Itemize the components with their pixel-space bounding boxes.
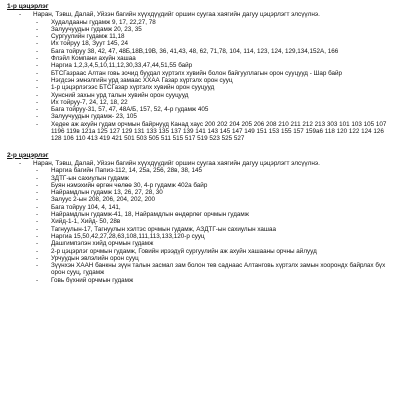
section-2-lead: - Наран, Тэвш, Далай, Уйзэн багийн хүүхдүүдийг оршин суугаа хаягийн дагуу цэцэрлэгт элсүүлнэ. — [19, 159, 320, 167]
section-1-lead: - Наран, Тэвш, Далай, Уйзэн багийн хүүхдүүдийг оршин суугаа хаягийн дагуу цэцэрлэгт элсүүлнэ. — [19, 11, 320, 18]
list-item: - Хунсний захын урд талын хувийн орон сууцууд — [7, 92, 395, 99]
list-item: - Найрамдлын гудамж 13, 26, 27, 28, 30 — [7, 189, 395, 196]
list-item: - Сургуулийн гудамж 11,18 — [7, 33, 395, 40]
list-item: - 2-р цэцэрлэг орчмын гудамж, Говийн ирээдүй сургуулийн аж ахуйн хашааны орчны айлууд — [7, 248, 395, 255]
list-item: - Дашгимпэлэн хийд орчмын гудамж — [7, 240, 395, 247]
list-item: - Их тойруу 18, Зуут 145, 24 — [7, 40, 395, 47]
list-item: - Нэгдсэн эмнэлгийн урд замаас ХХАА Газар хүртэлх орон сууц — [7, 77, 395, 84]
list-item: - Хийд-1-1, Хийд- 50, 28в — [7, 218, 395, 225]
list-item: - Урчуудын эвлэлийн орон сууц — [7, 255, 395, 262]
section-1-title: 1-р цэцэрлэг — [7, 3, 49, 10]
list-item: - Хедее аж ахуйн гудам орчмын байрнууд Канад хаус 200 202 204 205 206 208 210 211 212 213 303 101 103 105 107 1196 119в 121а 125 127 129 131 133 135 137 139 141 143 145 147 149 151 153 155 157 159а6 118 120 122 124 126 128 106 110 413 419 421 501 503 505 511 515 517 519 523 525 527 — [7, 121, 395, 143]
list-item: - Говь бүхний орчмын гудамж — [7, 277, 395, 284]
list-item: - Зүүнхэн ХААН банкны зүүн талын засмал зам болон тев саднаас Алтанговь хүртэлх замын хоорондх байрлах бүх орон сууц, гудамж — [7, 262, 395, 277]
list-item: - Залуучуудын гудамж 20, 23, 35 — [7, 26, 395, 33]
section-1-list — [7, 19, 395, 143]
list-item: - Буян нэмэхийн өргөн чөлөө 30, 4-р гудамж 402а байр — [7, 182, 395, 189]
list-item: - Их тойруу-7, 24, 12, 18, 22 — [7, 99, 395, 106]
list-item: - Худалдааны гудамж 9, 17, 22,27, 78 — [7, 19, 395, 26]
list-item: - Тагнуулын-17, Тагнуулын хэлтэс орчмын гудамж, АЗДТГ-ын сахиулын хашаа — [7, 226, 395, 233]
list-item: - Наргиа 15,50,42,27,28,63,108,111,113,133,120-р сууц — [7, 233, 395, 240]
list-item: - Найрамдлын гудамж-41, 18, Найрамдлын өндөрлөг орчмын гудамж — [7, 211, 395, 218]
list-item: - Флэйл Компани ахуйн хашаа — [7, 55, 395, 62]
list-item: - Бага тойруу 38, 42, 47, 48Б,18В,19В, 36, 41,43, 48, 62, 71,78, 104, 114, 123, 124, 129,134,152А, 166 — [7, 48, 395, 55]
list-item: - Бага тойруу 104, 4, 141, — [7, 204, 395, 211]
section-2-lead-text: Наран, Тэвш, Далай, Уйзэн багийн хүүхдүүдийг оршин суугаа хаягийн дагуу цэцэрлэгт элсүүлнэ. — [33, 159, 320, 167]
list-item: - Залуучуудын гудамж- 23, 105 — [7, 113, 395, 120]
list-item: - Залуус 2-ын 208, 206, 204, 202, 200 — [7, 196, 395, 203]
section-2-list — [7, 167, 395, 284]
list-item: - Бага тойруу-31, 57, 47, 48А/Б, 157, 52, 4-р гудамж 405 — [7, 106, 395, 113]
list-item: - Наргиа 1,2,3,4,5,10,11,12,30,33,47,44,51,55 байр — [7, 62, 395, 69]
section-2-heading — [7, 152, 395, 160]
list-item: - 1-р цэцэрлэгээс БТСГазар хүртэлх хувийн орон сууцууд — [7, 84, 395, 91]
list-item: - БТСГазрaac Алтан говь зочид буудал хүртэлх хувийн болон байгууллагын орон сууцууд - Шар байр — [7, 70, 395, 77]
section-2-title: 2-р цэцэрлэг — [7, 151, 49, 159]
list-item: - ЗДТГ-ын сахиулын гудамж — [7, 175, 395, 182]
section-1-lead-text: Наран, Тэвш, Далай, Уйзэн багийн хүүхдүүдийг оршин суугаа хаягийн дагуу цэцэрлэгт элсүүлнэ. — [33, 11, 320, 18]
list-item: - Наргиа багийн Папиз-112, 14, 25а, 256, 28в, 38, 145 — [7, 167, 395, 174]
section-1-heading — [7, 3, 395, 11]
